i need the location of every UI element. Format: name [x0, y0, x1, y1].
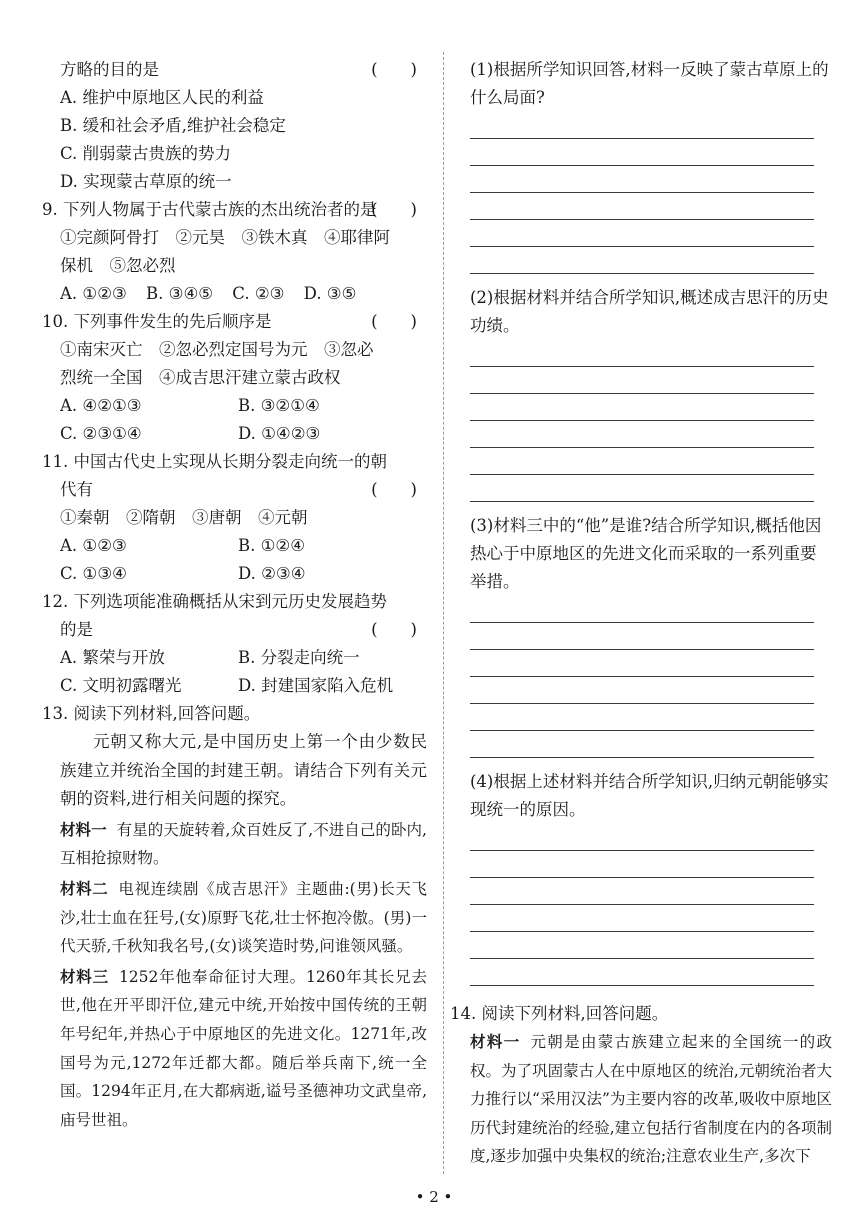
q11-stem-cont: 代有 ( )	[42, 476, 427, 504]
answer-paren: ( )	[371, 620, 417, 639]
q10-options-cd	[42, 420, 427, 448]
answer-line[interactable]	[470, 878, 814, 905]
q8-tail: 方略的目的是 ( )	[42, 56, 427, 84]
answer-line[interactable]	[470, 932, 814, 959]
answer-line[interactable]	[470, 112, 814, 139]
q13-material-1: 材料一 有星的天旋转着,众百姓反了,不进自己的卧内,互相抢掠财物。	[60, 820, 427, 868]
answer-line[interactable]	[470, 959, 814, 986]
q13-subquestion-1: (1)根据所学知识回答,材料一反映了蒙古草原上的什么局面?	[470, 60, 829, 107]
q14-material-1: 材料一 元朝是由蒙古族建立起来的全国统一的政权。为了巩固蒙古人在中原地区的统治,元朝统治者大力推行以“采用汉法”为主要内容的改革,吸收中原地区历代封建统治的经验,建立包括行省制度在内的各项制度,逐步加强中央集权的统治;注意农业生产,多次下	[470, 1033, 832, 1166]
q9-items-cont: 保机 ⑤忽必烈	[60, 256, 176, 275]
right-column	[450, 56, 832, 1171]
material-label: 材料三	[60, 967, 109, 986]
q13-material-3: 材料三 1252年他奉命征讨大理。1260年其长兄去世,他在开平即汗位,建元中统,开始按中国传统的王朝年号纪年,并热心于中原地区的先进文化。1271年,改国号为元,1272年迁都大都。随后举兵南下,统一全国。1294年正月,在大都病逝,谥号圣德神功文武皇帝,庙号世祖。	[60, 967, 427, 1129]
answer-line[interactable]	[470, 421, 814, 448]
q13-intro: 元朝又称大元,是中国历史上第一个由少数民族建立并统治全国的封建王朝。请结合下列有关元朝的资料,进行相关问题的探究。	[60, 732, 427, 809]
answer-line[interactable]	[470, 824, 814, 851]
material-label: 材料一	[60, 820, 107, 839]
q13-subquestion-4: (4)根据上述材料并结合所学知识,归纳元朝能够实现统一的原因。	[470, 772, 829, 819]
q12-options-ab	[42, 644, 427, 672]
q13-subquestion-2: (2)根据材料并结合所学知识,概述成吉思汗的历史功绩。	[470, 288, 829, 335]
answer-line[interactable]	[470, 677, 814, 704]
q11-options-ab	[42, 532, 427, 560]
q8-option-d: D. 实现蒙古草原的统一	[60, 172, 232, 191]
answer-line[interactable]	[470, 193, 814, 220]
answer-paren: ( )	[371, 60, 417, 79]
q13-material-2: 材料二 电视连续剧《成吉思汗》主题曲:(男)长天飞沙,壮士血在狂号,(女)原野飞花,壮士怀抱冷傲。(男)一代天骄,千秋知我名号,(女)谈笑造时势,问谁领风骚。	[60, 879, 427, 956]
answer-line[interactable]	[470, 166, 814, 193]
q14-stem: 14. 阅读下列材料,回答问题。	[450, 1004, 669, 1023]
answer-line[interactable]	[470, 139, 814, 166]
q13-subquestion-3: (3)材料三中的“他”是谁?结合所学知识,概括他因热心于中原地区的先进文化而采取的一系列重要举措。	[470, 516, 822, 591]
q10-stem: 10. 下列事件发生的先后顺序是 ( )	[42, 308, 427, 336]
material-label: 材料二	[60, 879, 109, 898]
answer-line[interactable]	[470, 394, 814, 421]
answer-line[interactable]	[470, 851, 814, 878]
answer-lines-4	[470, 824, 832, 986]
q10-option-b: B. ③②①④	[238, 396, 320, 415]
q9-option-a: A. ①②③	[60, 284, 127, 303]
q9-option-d: D. ③⑤	[303, 284, 357, 303]
answer-line[interactable]	[470, 623, 814, 650]
q10-items: ①南宋灭亡 ②忽必烈定国号为元 ③忽必	[60, 340, 374, 359]
q13-stem: 13. 阅读下列材料,回答问题。	[42, 704, 261, 723]
column-divider	[443, 52, 444, 1174]
answer-line[interactable]	[470, 367, 814, 394]
answer-lines-2	[470, 340, 832, 502]
q12-option-b: B. 分裂走向统一	[238, 648, 360, 667]
left-column	[42, 56, 427, 1134]
q12-option-a: A. 繁荣与开放	[60, 648, 165, 667]
q9-stem: 9. 下列人物属于古代蒙古族的杰出统治者的是 ( )	[42, 196, 427, 224]
q12-stem-cont: 的是 ( )	[42, 616, 427, 644]
q9-items: ①完颜阿骨打 ②元昊 ③铁木真 ④耶律阿	[60, 228, 390, 247]
q10-option-c: C. ②③①④	[60, 424, 142, 443]
q12-stem: 12. 下列选项能准确概括从宋到元历史发展趋势	[42, 592, 387, 611]
answer-line[interactable]	[470, 905, 814, 932]
q11-option-d: D. ②③④	[238, 564, 306, 583]
answer-line[interactable]	[470, 650, 814, 677]
q12-option-d: D. 封建国家陷入危机	[238, 676, 394, 695]
q11-option-b: B. ①②④	[238, 536, 305, 555]
q12-option-c: C. 文明初露曙光	[60, 676, 182, 695]
answer-lines-1	[470, 112, 832, 274]
answer-line[interactable]	[470, 247, 814, 274]
q11-stem: 11. 中国古代史上实现从长期分裂走向统一的朝	[42, 452, 387, 471]
page-number: • 2 •	[415, 1188, 453, 1206]
q8-option-c: C. 削弱蒙古贵族的势力	[60, 144, 232, 163]
q11-option-c: C. ①③④	[60, 564, 127, 583]
answer-paren: ( )	[371, 312, 417, 331]
q12-options-cd	[42, 672, 427, 700]
answer-line[interactable]	[470, 220, 814, 247]
answer-line[interactable]	[470, 340, 814, 367]
material-label: 材料一	[470, 1033, 521, 1051]
answer-paren: ( )	[371, 200, 417, 219]
q10-items-cont: 烈统一全国 ④成吉思汗建立蒙古政权	[60, 368, 341, 387]
q8-option-a: A. 维护中原地区人民的利益	[60, 88, 264, 107]
answer-paren: ( )	[371, 480, 417, 499]
answer-line[interactable]	[470, 596, 814, 623]
answer-line[interactable]	[470, 704, 814, 731]
q9-options	[42, 280, 427, 308]
answer-line[interactable]	[470, 731, 814, 758]
q8-option-b: B. 缓和社会矛盾,维护社会稳定	[60, 116, 286, 135]
q11-items: ①秦朝 ②隋朝 ③唐朝 ④元朝	[60, 508, 308, 527]
q9-option-b: B. ③④⑤	[146, 284, 214, 303]
q9-option-c: C. ②③	[232, 284, 285, 303]
q10-option-d: D. ①④②③	[238, 424, 321, 443]
answer-line[interactable]	[470, 448, 814, 475]
answer-line[interactable]	[470, 475, 814, 502]
q11-options-cd	[42, 560, 427, 588]
q11-option-a: A. ①②③	[60, 536, 127, 555]
q10-options-ab	[42, 392, 427, 420]
answer-lines-3	[470, 596, 832, 758]
q10-option-a: A. ④②①③	[60, 396, 142, 415]
